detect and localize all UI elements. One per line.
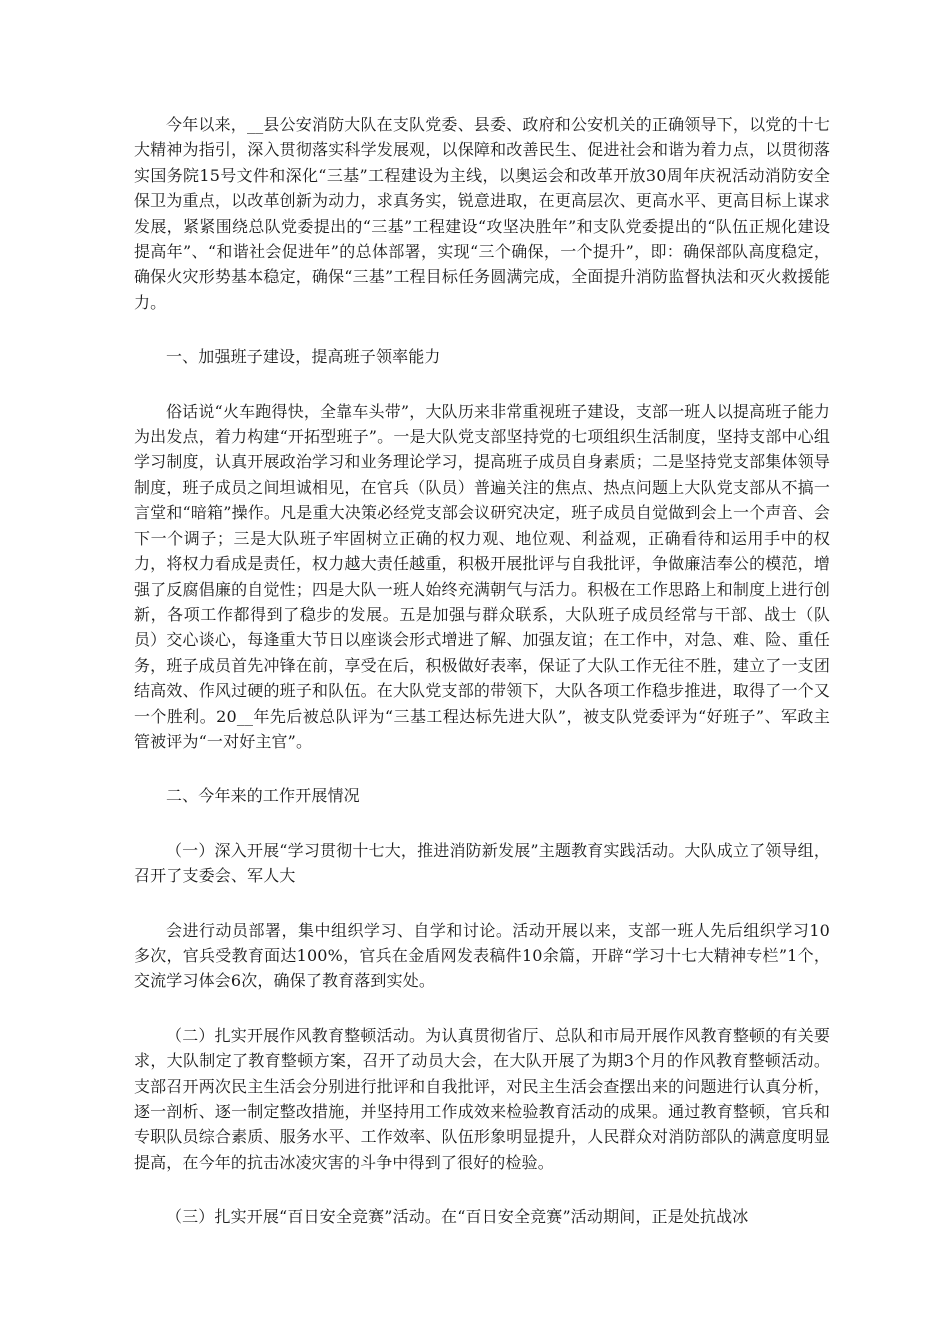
subsection-3-paragraph: （三）扎实开展“百日安全竞赛”活动。在“百日安全竞赛”活动期间，正是处抗战冰: [166, 1207, 749, 1227]
section-1-paragraph: 俗话说“火车跑得快，全靠车头带”，大队历来非常重视班子建设，支部一班人以提高班子能力为出发点，着力构建“开拓型班子”。一是大队党支部坚持党的七项组织生活制度，坚持支部中心组学习制度，认真开展政治学习和业务理论学习，提高班子成员自身素质；二是坚持党支部集体领导制度，班子成员之间坦诚相见，在官兵（队员）普遍关注的焦点、热点问题上大队党支部从不搞一言堂和“暗箱”操作。凡是重大决策必经党支部会议研究决定，班子成员自觉做到会上一个声音、会下一个调子；三是大队班子牢固树立正确的权力观、地位观、利益观，正确看待和运用手中的权力，将权力看成是责任，权力越大责任越重，积极开展批评与自我批评，争做廉洁奉公的模范，增强了反腐倡廉的自觉性；四是大队一班人始终充满朝气与活力。积极在工作思路上和制度上进行创新，各项工作都得到了稳步的发展。五是加强与群众联系，大队班子成员经常与干部、战士（队员）交心谈心，每逢重大节日以座谈会形式增进了解、加强友谊；在工作中，对急、难、险、重任务，班子成员首先冲锋在前，享受在后，积极做好表率，保证了大队工作无往不胜，建立了一支团结高效、作风过硬的班子和队伍。在大队党支部的带领下，大队各项工作稳步推进，取得了一个又一个胜利。20__年先后被总队评为“三基工程达标先进大队”，被支队党委评为“好班子”、军政主管被评为“一对好主官”。: [134, 401, 830, 751]
subsection-1-paragraph: （一）深入开展“学习贯彻十七大，推进消防新发展”主题教育实践活动。大队成立了领导组，召开了支委会、军人大: [134, 840, 830, 886]
subsection-2-paragraph: （二）扎实开展作风教育整顿活动。为认真贯彻省厅、总队和市局开展作风教育整顿的有关要求，大队制定了教育整顿方案，召开了动员大会，在大队开展了为期3个月的作风教育整顿活动。支部召开两次民主生活会分别进行批评和自我批评，对民主生活会查摆出来的问题进行认真分析，逐一剖析、逐一制定整改措施，并坚持用工作成效来检验教育活动的成果。通过教育整顿，官兵和专职队员综合素质、服务水平、工作效率、队伍形象明显提升，人民群众对消防部队的满意度明显提高，在今年的抗击冰凌灾害的斗争中得到了很好的检验。: [134, 1025, 830, 1172]
subsection-1-continued-paragraph: 会进行动员部署，集中组织学习、自学和讨论。活动开展以来，支部一班人先后组织学习10多次，官兵受教育面达100%，官兵在金盾网发表稿件10余篇，开辟“学习十七大精神专栏”1个，交流学习体会6次，确保了教育落到实处。: [134, 920, 830, 991]
section-heading-2: 二、今年来的工作开展情况: [166, 786, 360, 806]
intro-paragraph: 今年以来，__县公安消防大队在支队党委、县委、政府和公安机关的正确领导下，以党的十七大精神为指引，深入贯彻落实科学发展观，以保障和改善民生、促进社会和谐为着力点，以贯彻落实国务院15号文件和深化“三基”工程建设为主线，以奥运会和改革开放30周年庆祝活动消防安全保卫为重点，以改革创新为动力，求真务实，锐意进取，在更高层次、更高水平、更高目标上谋求发展，紧紧围绕总队党委提出的“三基”工程建设“攻坚决胜年”和支队党委提出的“队伍正规化建设提高年”、“和谐社会促进年”的总体部署，实现“三个确保，一个提升”，即：确保部队高度稳定，确保火灾形势基本稳定，确保“三基”工程目标任务圆满完成，全面提升消防监督执法和灭火救援能力。: [134, 115, 830, 312]
section-heading-1: 一、加强班子建设，提高班子领率能力: [166, 347, 441, 367]
document-page: [134, 112, 830, 1230]
